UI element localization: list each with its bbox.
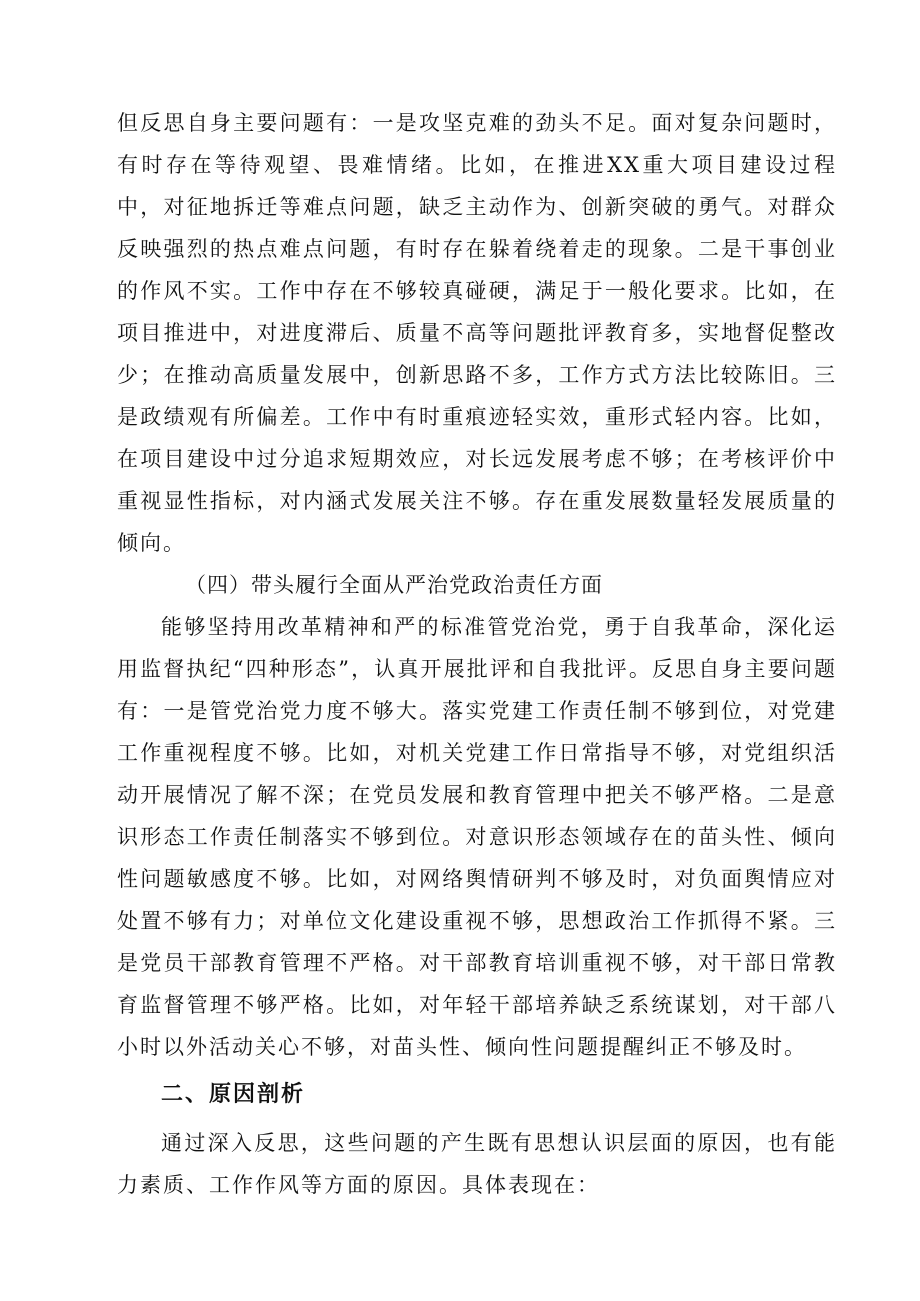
sub-heading-party-governance: （四）带头履行全面从严治党政治责任方面 [185, 573, 603, 597]
body-paragraph-party-governance: 能够坚持用改革精神和严的标准管党治党，勇于自我革命，深化运用监督执纪“四种形态”，认真开展批评和自我批评。反思自身主要问题有：一是管党治党力度不够大。落实党建工作责任制不够到位，对党建工作重视程度不够。比如，对机关党建工作日常指导不够，对党组织活动开展情况了解不深；在党员发展和教育管理中把关不够严格。二是意识形态工作责任制落实不够到位。对意识形态领域存在的苗头性、倾向性问题敏感度不够。比如，对网络舆情研判不够及时，对负面舆情应对处置不够有力；对单位文化建设重视不够，思想政治工作抓得不紧。三是党员干部教育管理不严格。对干部教育培训重视不够，对干部日常教育监督管理不够严格。比如，对年轻干部培养缺乏系统谋划，对干部八小时以外活动关心不够，对苗头性、倾向性问题提醒纠正不够及时。 [117, 615, 837, 1059]
document-body [117, 102, 837, 1206]
section-heading-cause-analysis: 二、原因剖析 [161, 1082, 306, 1107]
body-paragraph-problems-continued: 但反思自身主要问题有：一是攻坚克难的劲头不足。面对复杂问题时，有时存在等待观望、畏难情绪。比如，在推进XX重大项目建设过程中，对征地拆迁等难点问题，缺乏主动作为、创新突破的勇气。对群众反映强烈的热点难点问题，有时存在躲着绕着走的现象。二是干事创业的作风不实。工作中存在不够较真碰硬，满足于一般化要求。比如，在项目推进中，对进度滞后、质量不高等问题批评教育多，实地督促整改少；在推动高质量发展中，创新思路不多，工作方式方法比较陈旧。三是政绩观有所偏差。工作中有时重痕迹轻实效，重形式轻内容。比如，在项目建设中过分追求短期效应，对长远发展考虑不够；在考核评价中重视显性指标，对内涵式发展关注不够。存在重发展数量轻发展质量的倾向。 [117, 111, 837, 555]
body-paragraph-cause-intro: 通过深入反思，这些问题的产生既有思想认识层面的原因，也有能力素质、工作作风等方面的原因。具体表现在： [117, 1131, 837, 1197]
